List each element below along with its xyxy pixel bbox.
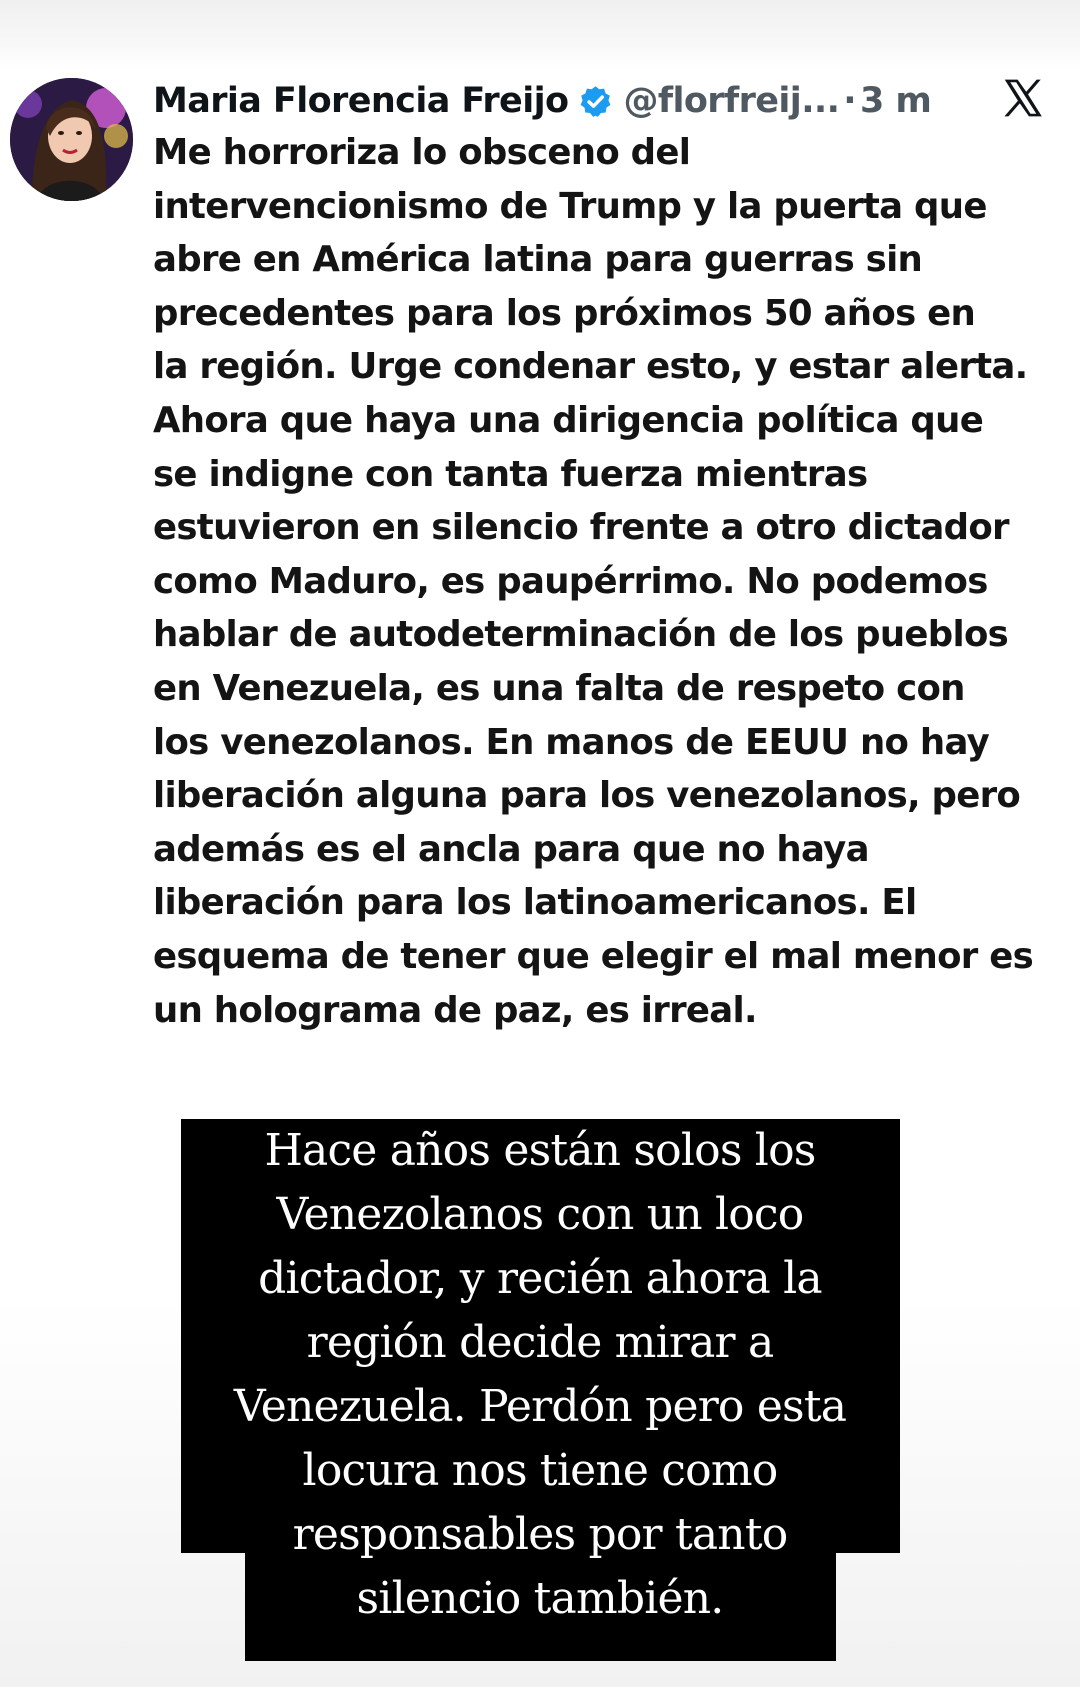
caption-line: región decide mirar a <box>306 1317 774 1368</box>
verified-badge-icon <box>578 84 613 119</box>
tweet-text-line: precedentes para los próximos 50 años en <box>153 292 976 334</box>
story-caption <box>0 1119 1080 1631</box>
tweet-text-line: en Venezuela, es una falta de respeto con <box>153 667 965 709</box>
meta-separator: · <box>843 81 856 121</box>
tweet-timestamp[interactable]: 3 m <box>859 81 932 121</box>
tweet-text-line: abre en América latina para guerras sin <box>153 239 923 281</box>
tweet-text-line: se indigne con tanta fuerza mientras <box>153 453 868 495</box>
tweet-text-line: liberación para los latinoamericanos. El <box>153 882 917 924</box>
tweet-text-line: intervencionismo de Trump y la puerta que <box>153 185 987 227</box>
caption-line: Hace años están solos los <box>264 1125 816 1176</box>
author-handle[interactable]: @florfreij... <box>623 81 840 121</box>
caption-line: Venezolanos con un loco <box>276 1189 804 1240</box>
tweet-text-line: liberación alguna para los venezolanos, pero <box>153 775 1021 817</box>
avatar[interactable] <box>10 78 133 201</box>
caption-line: Venezuela. Perdón pero esta <box>233 1381 847 1432</box>
caption-line: locura nos tiene como <box>302 1445 778 1496</box>
tweet-text-line: esquema de tener que elegir el mal menor es <box>153 935 1034 977</box>
tweet-header <box>153 72 1053 130</box>
tweet-text-line: la región. Urge condenar esto, y estar alerta. <box>153 346 1028 388</box>
tweet-text-line: Me horroriza lo obsceno del <box>153 132 691 173</box>
tweet-text-line: un holograma de paz, es irreal. <box>153 989 757 1031</box>
caption-line: responsables por tanto <box>292 1509 788 1560</box>
tweet-text-line: estuvieron en silencio frente a otro dictador <box>153 507 1009 549</box>
tweet-text-line: además es el ancla para que no haya <box>153 828 869 870</box>
author-name[interactable]: Maria Florencia Freijo <box>153 81 569 121</box>
tweet-text-line: como Maduro, es paupérrimo. No podemos <box>153 560 988 602</box>
avatar-photo <box>10 78 133 201</box>
x-logo-icon <box>1000 76 1044 120</box>
caption-line: silencio también. <box>356 1573 724 1624</box>
tweet-text-line: los venezolanos. En manos de EEUU no hay <box>153 721 990 763</box>
tweet-text-line: hablar de autodeterminación de los pueblos <box>153 614 1009 656</box>
tweet-text <box>153 126 1073 1037</box>
tweet-text-line: Ahora que haya una dirigencia política que <box>153 399 984 441</box>
caption-line: dictador, y recién ahora la <box>258 1253 822 1304</box>
